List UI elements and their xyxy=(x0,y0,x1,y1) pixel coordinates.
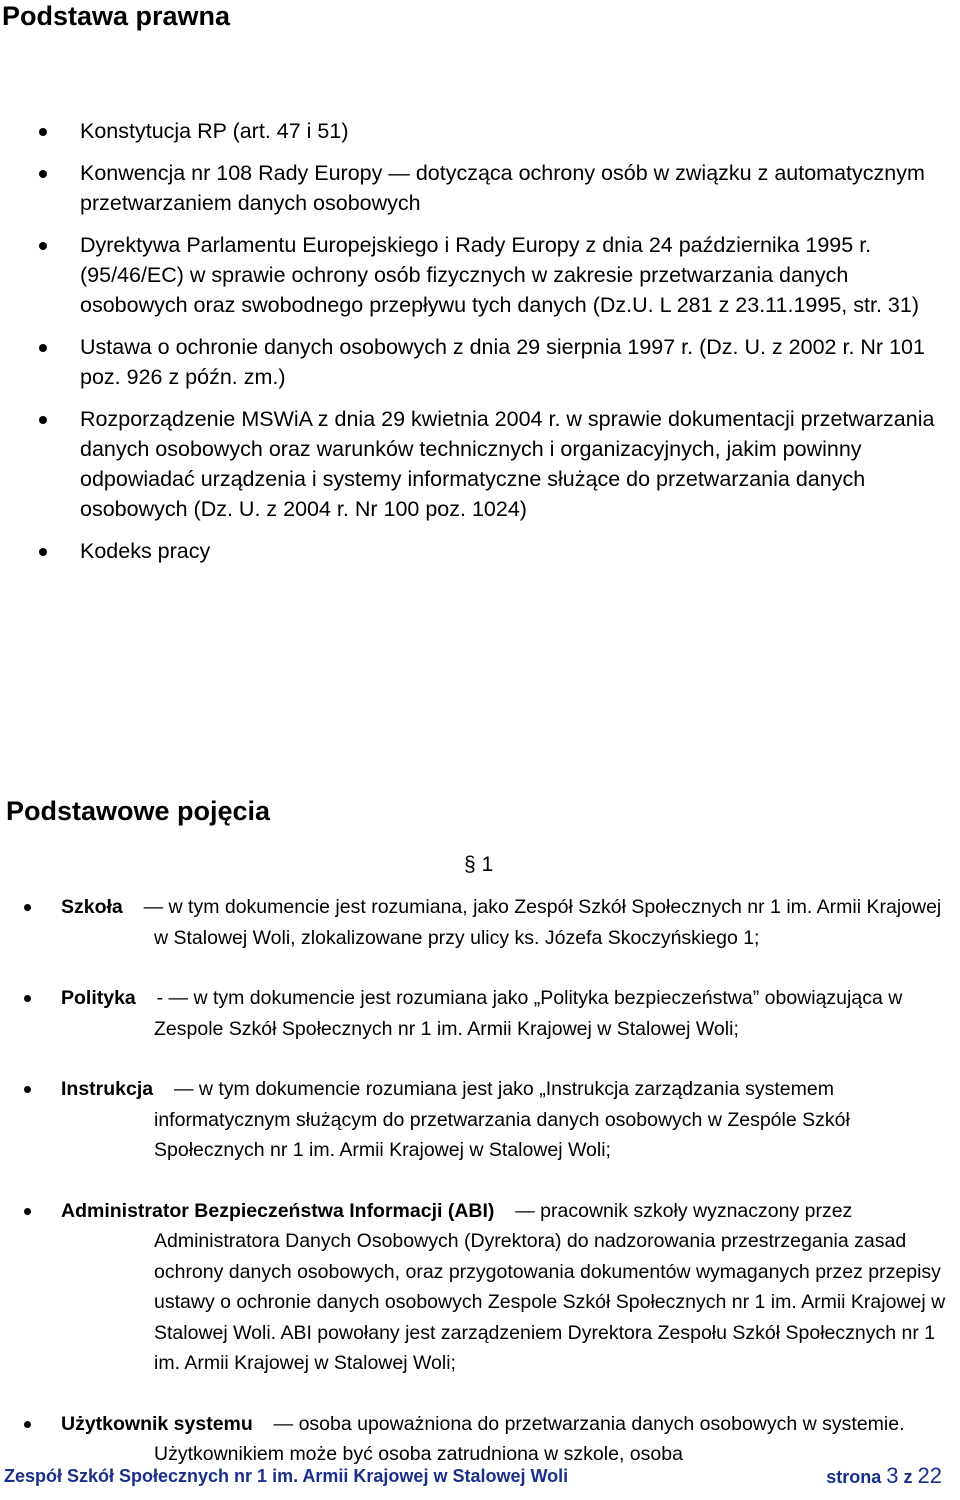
list-item: Konwencja nr 108 Rady Europy — dotycząca ochrony osób w związku z automatycznym przetwarzaniem danych osobowych xyxy=(0,158,960,218)
definition-text: — w tym dokumencie jest rozumiana, jako Zespół Szkół Społecznych nr 1 im. Armii Krajowej w Stalowej Woli, zlokalizowane przy ulicy ks. Józefa Skoczyńskiego 1; xyxy=(143,896,942,949)
definition-term: Szkoła xyxy=(61,896,123,918)
definition-term: Użytkownik systemu xyxy=(61,1412,253,1435)
footer-page-counter xyxy=(826,1462,942,1491)
footer-page-total: 22 xyxy=(917,1463,942,1488)
list-item: Dyrektywa Parlamentu Europejskiego i Rady Europy z dnia 24 października 1995 r. (95/46/EC) w sprawie ochrony osób fizycznych w zakresie przetwarzania danych osobowych oraz swobodnego przepływu tych danych (Dz.U. L 281 z 23.11.1995, str. 31) xyxy=(0,230,960,320)
footer-page-label: strona xyxy=(826,1467,882,1487)
definition-item xyxy=(0,983,960,1044)
definition-text: — w tym dokumencie rozumiana jest jako „Instrukcja zarządzania systemem informatycznym służącym do przetwarzania danych osobowych w Zespóle Szkół Społecznych nr 1 im. Armii Krajowej w Stalowej Woli; xyxy=(154,1078,850,1161)
definition-term: Instrukcja xyxy=(61,1078,154,1100)
page-footer xyxy=(0,1462,960,1490)
list-item: Kodeks pracy xyxy=(0,536,960,566)
definition-item xyxy=(0,1074,960,1166)
definition-item xyxy=(0,892,960,953)
heading-basic-terms: Podstawowe pojęcia xyxy=(6,796,271,826)
definition-item xyxy=(0,1196,960,1379)
definitions-list xyxy=(0,892,960,1500)
definition-text: - — w tym dokumencie jest rozumiana jako „Polityka bezpieczeństwa” obowiązująca w Zespole Szkół Społecznych nr 1 im. Armii Krajowej w Stalowej Woli; xyxy=(154,987,903,1040)
footer-page-sep: z xyxy=(903,1467,913,1487)
footer-school-name: Zespół Szkół Społecznych nr 1 im. Armii Krajowej w Stalowej Woli xyxy=(4,1466,569,1486)
footer-page-number: 3 xyxy=(886,1463,899,1488)
list-item: Rozporządzenie MSWiA z dnia 29 kwietnia 2004 r. w sprawie dokumentacji przetwarzania danych osobowych oraz warunków technicznych i organizacyjnych, jakim powinny odpowiadać urządzenia i systemy informatyczne służące do przetwarzania danych osobowych (Dz. U. z 2004 r. Nr 100 poz. 1024) xyxy=(0,404,960,524)
definition-text: — osoba upoważniona do przetwarzania danych osobowych w systemie. Użytkownikiem może być osoba zatrudniona w szkole, osoba xyxy=(154,1412,905,1465)
definition-text: — pracownik szkoły wyznaczony przez Administratora Danych Osobowych (Dyrektora) do nadzorowania przestrzegania zasad ochrony danych osobowych, oraz przygotowania dokumentów wymaganych przez przepisy ustawy o ochronie danych osobowych Zespole Szkół Społecznych nr 1 im. Armii Krajowej w Stalowej Woli. ABI powołany jest zarządzeniem Dyrektora Zespołu Szkół Społecznych nr 1 im. Armii Krajowej w Stalowej Woli; xyxy=(154,1199,946,1374)
definition-term: Polityka xyxy=(61,987,136,1009)
definition-term: Administrator Bezpieczeństwa Informacji (ABI) xyxy=(61,1199,495,1222)
list-item: Ustawa o ochronie danych osobowych z dnia 29 sierpnia 1997 r. (Dz. U. z 2002 r. Nr 101 poz. 926 z późn. zm.) xyxy=(0,332,960,392)
list-item: Konstytucja RP (art. 47 i 51) xyxy=(0,116,960,146)
definition-item xyxy=(0,1409,960,1470)
legal-basis-list xyxy=(0,116,960,578)
heading-legal-basis: Podstawa prawna xyxy=(2,1,231,31)
section-mark: § 1 xyxy=(464,853,494,876)
